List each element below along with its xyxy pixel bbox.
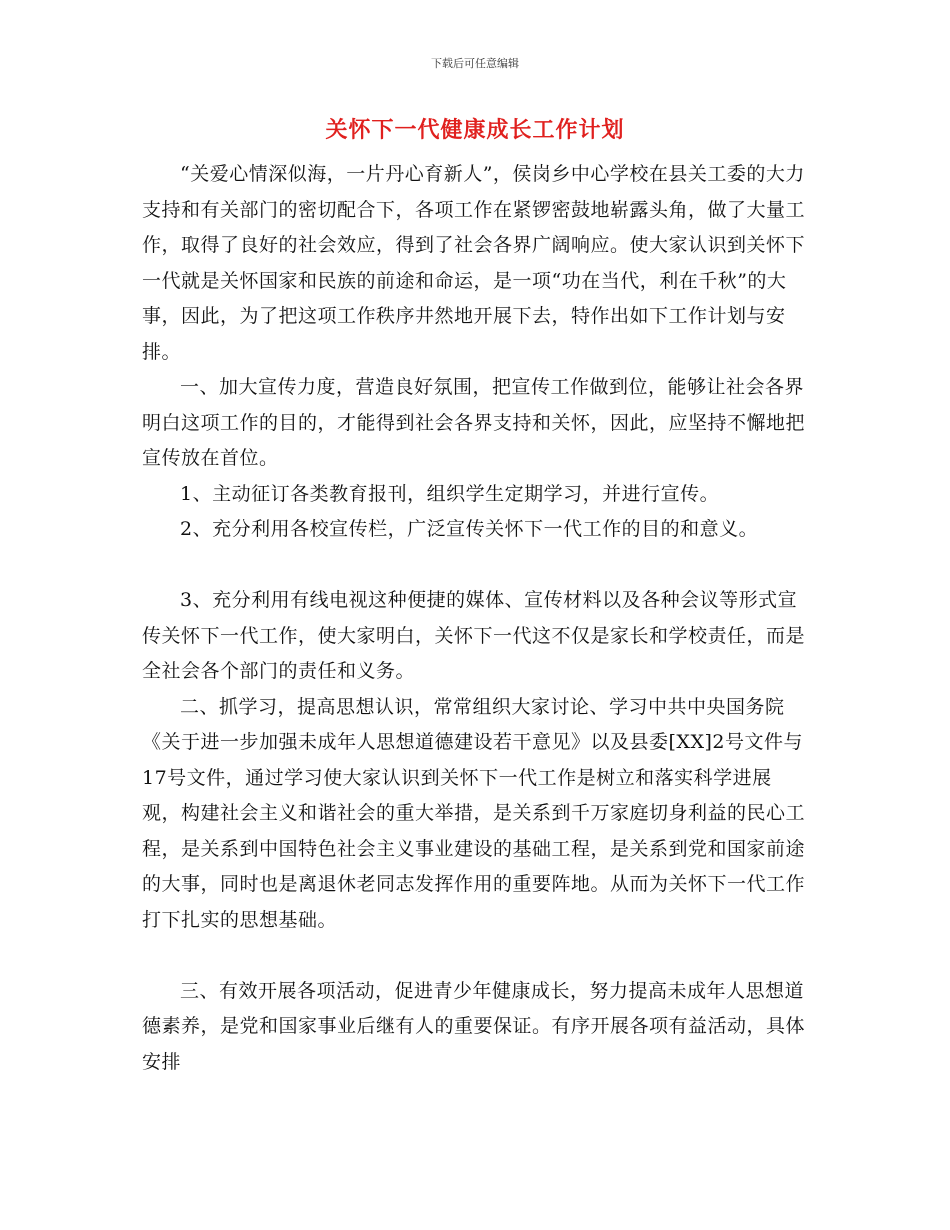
- paragraph-item-3: 3、充分利用有线电视这种便捷的媒体、宣传材料以及各种会议等形式宣传关怀下一代工作，使大家明白，关怀下一代这不仅是家长和学校责任，而是全社会各个部门的责任和义务。: [142, 589, 806, 682]
- paragraph-section-1: 一、加大宣传力度，营造良好氛围，把宣传工作做到位，能够让社会各界明白这项工作的目的，才能得到社会各界支持和关怀，因此，应坚持不懈地把宣传放在首位。: [142, 376, 806, 469]
- paragraph-intro: “关爱心情深似海，一片丹心育新人”，侯岗乡中心学校在县关工委的大力支持和有关部门的密切配合下，各项工作在紧锣密鼓地崭露头角，做了大量工作，取得了良好的社会效应，得到了社会各界广阔响应。使大家认识到关怀下一代就是关怀国家和民族的前途和命运，是一项“功在当代，利在千秋”的大事，因此，为了把这项工作秩序井然地开展下去，特作出如下工作计划与安排。: [142, 163, 806, 363]
- paragraph-item-2: 2、充分利用各校宣传栏，广泛宣传关怀下一代工作的目的和意义。: [180, 518, 759, 540]
- header-note: 下载后可任意编辑: [431, 57, 519, 70]
- document-title: 关怀下一代健康成长工作计划: [325, 117, 625, 143]
- document-body: [142, 157, 810, 1080]
- paragraph-section-3: 三、有效开展各项活动，促进青少年健康成长，努力提高未成年人思想道德素养，是党和国家事业后继有人的重要保证。有序开展各项有益活动，具体安排: [142, 979, 806, 1073]
- paragraph-section-2: 二、抓学习，提高思想认识，常常组织大家讨论、学习中共中央国务院《关于进一步加强未成年人思想道德建设若干意见》以及县委[XX]2号文件与17号文件，通过学习使大家认识到关怀下一代工作是树立和落实科学进展观，构建社会主义和谐社会的重大举措，是关系到千万家庭切身利益的民心工程，是关系到中国特色社会主义事业建设的基础工程，是关系到党和国家前途的大事，同时也是离退休老同志发挥作用的重要阵地。从而为关怀下一代工作打下扎实的思想基础。: [142, 695, 806, 931]
- paragraph-item-1: 1、主动征订各类教育报刊，组织学生定期学习，并进行宣传。: [180, 482, 720, 505]
